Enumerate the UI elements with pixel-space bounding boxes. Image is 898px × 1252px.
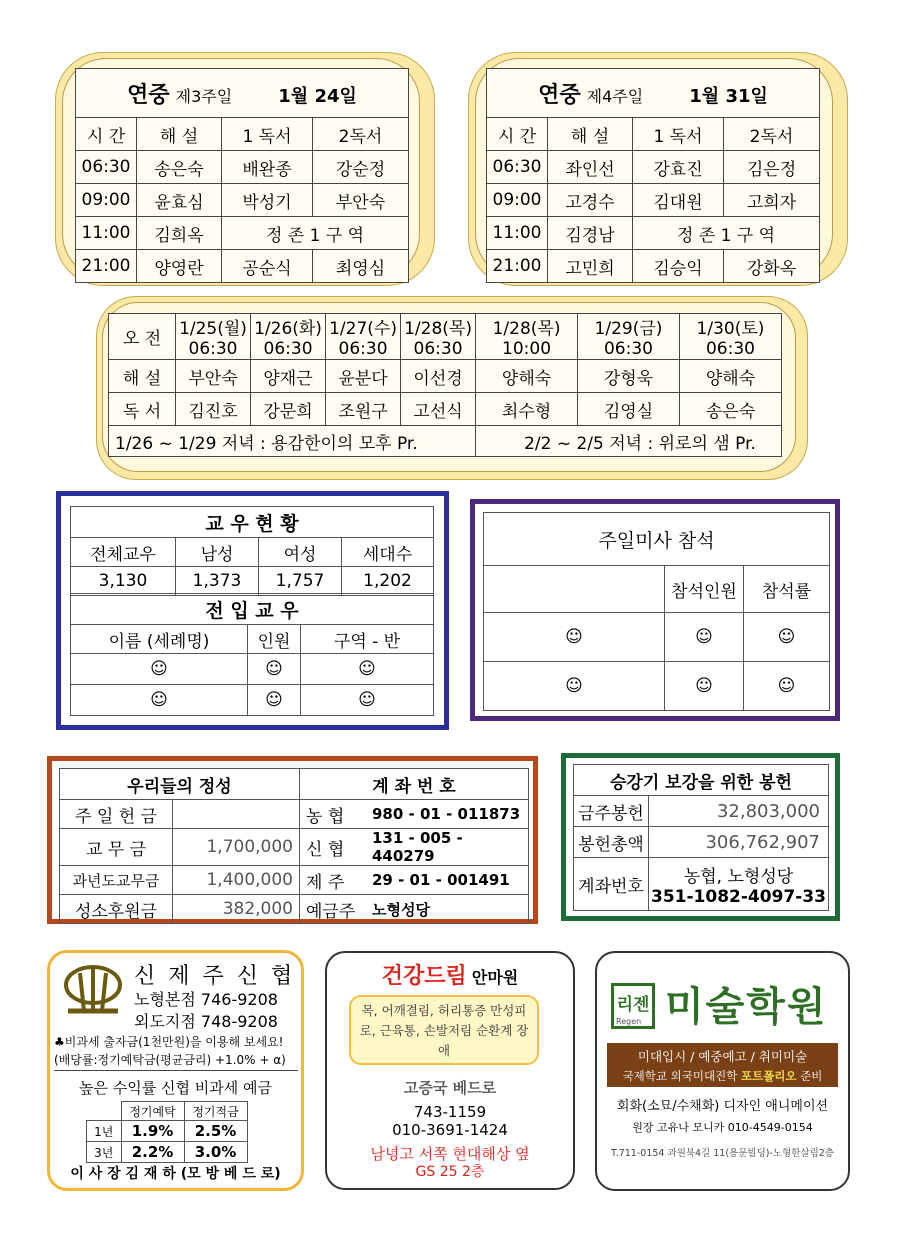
cell: 좌인선 [548, 151, 633, 184]
parish-title: 교 우 현 황 [71, 507, 434, 538]
art-logo-en: Regen [616, 1017, 642, 1026]
bank-name: 예금주 [300, 895, 373, 924]
offering-amount: 1,700,000 [173, 829, 300, 866]
rate-value: 3.0% [184, 1142, 247, 1163]
weekday-date-cell [176, 314, 251, 360]
offering-label: 교 무 금 [60, 829, 173, 866]
weekday-commentary: 양해숙 [476, 360, 578, 393]
table-row [574, 827, 829, 858]
offering-title: 우리들의 정성 [60, 769, 300, 800]
newcomer-table [70, 593, 434, 716]
art-band1: 미대입시 / 예중예고 / 취미미술 [637, 1049, 808, 1064]
table-row [76, 151, 409, 184]
massage-brand-sub: 안마원 [471, 968, 519, 987]
weekday-reading: 송은숙 [679, 393, 781, 426]
weekday-time: 06:30 [338, 339, 388, 359]
cell: 최영심 [313, 250, 409, 283]
elevator-table [573, 764, 829, 911]
smile-icon: ☺ [301, 654, 434, 685]
smile-icon: ☺ [484, 662, 665, 711]
cell: 06:30 [76, 151, 137, 184]
cell: 정 존 1 구 역 [222, 217, 409, 250]
weekday-commentary: 강형욱 [578, 360, 680, 393]
parish-col-male: 남성 [176, 538, 259, 567]
smile-icon: ☺ [301, 685, 434, 716]
account-number: 노형성당 [372, 895, 529, 924]
parish-col-households: 세대수 [342, 538, 434, 567]
weekday-reading: 김영실 [578, 393, 680, 426]
newcomer-title: 전 입 교 우 [71, 594, 434, 625]
weekday-reading: 김진호 [176, 393, 251, 426]
weekday-date-cell [679, 314, 781, 360]
cell: 09:00 [487, 184, 548, 217]
smile-icon: ☺ [744, 662, 830, 711]
account-number: 980 - 01 - 011873 [372, 800, 529, 829]
row-label-commentary: 해 설 [109, 360, 176, 393]
cell: 정 존 1 구 역 [633, 217, 820, 250]
weekday-time: 06:30 [188, 339, 238, 359]
row-label-morning: 오 전 [109, 314, 176, 360]
cell: 강화옥 [724, 250, 820, 283]
credit-union-ad [47, 950, 304, 1191]
rate-value: 1.9% [121, 1121, 184, 1142]
rate-term: 1년 [87, 1121, 122, 1142]
table-row [487, 217, 820, 250]
rate-value: 2.5% [184, 1121, 247, 1142]
cell: 고민희 [548, 250, 633, 283]
newcomer-col-name: 이름 (세례명) [71, 625, 248, 654]
smile-icon: ☺ [484, 613, 665, 662]
credit-union-line2: (배당률:정기예탁금(평균금리) +1.0% + α) [54, 1053, 286, 1067]
rate-term: 3년 [87, 1142, 122, 1163]
elevator-value: 306,762,907 [649, 827, 829, 858]
table-row [71, 654, 434, 685]
smile-icon: ☺ [665, 613, 744, 662]
week3-schedule [75, 68, 409, 283]
weekday-commentary: 이선경 [401, 360, 476, 393]
mass-col-blank [484, 566, 665, 613]
weekday-reading: 조원구 [326, 393, 401, 426]
parish-col-total: 전체교우 [71, 538, 176, 567]
weekday-reading: 최수형 [476, 393, 578, 426]
offering-amount: 1,400,000 [173, 866, 300, 895]
art-line1: 회화(소묘/수채화) 디자인 애니메이션 [616, 1099, 829, 1114]
newcomer-col-count: 인원 [248, 625, 301, 654]
cell: 11:00 [487, 217, 548, 250]
rate-col1: 정기예탁 [121, 1102, 184, 1121]
cell: 송은숙 [137, 151, 222, 184]
smile-icon: ☺ [71, 685, 248, 716]
table-row [487, 151, 820, 184]
smile-icon: ☺ [248, 654, 301, 685]
parish-male: 1,373 [176, 567, 259, 596]
massage-owner: 고증국 베드로 [403, 1079, 497, 1097]
elevator-account-label: 계좌번호 [574, 858, 649, 911]
weekday-time: 06:30 [263, 339, 313, 359]
smile-icon: ☺ [248, 685, 301, 716]
table-row [487, 184, 820, 217]
account-number: 131 - 005 - 440279 [372, 829, 529, 866]
table-row [574, 796, 829, 827]
weekday-date: 1/25(월) [179, 319, 247, 339]
art-band2-c: 준비 [800, 1069, 823, 1083]
massage-desc: 목, 어깨결림, 허리통증 만성피로, 근육통, 손발저림 순환계 장애 [349, 995, 539, 1065]
cell: 박성기 [222, 184, 313, 217]
cell: 21:00 [76, 250, 137, 283]
cell: 09:00 [76, 184, 137, 217]
massage-loc1: 남녕고 서쪽 현대해상 옆 [370, 1145, 530, 1163]
rate-value: 2.2% [121, 1142, 184, 1163]
weekday-note-2: 2/2 ~ 2/5 저녁 : 위로의 샘 Pr. [476, 426, 782, 457]
week3-header [76, 69, 409, 118]
credit-union-chairman: 이 사 장 김 재 하 (모 방 베 드 로) [70, 1166, 281, 1182]
cell: 양영란 [137, 250, 222, 283]
table-row [87, 1121, 248, 1142]
col-time: 시 간 [76, 118, 137, 151]
massage-phone1: 743-1159 [413, 1103, 487, 1121]
offering-label: 주 일 헌 금 [60, 800, 173, 829]
weekday-date-cell [251, 314, 326, 360]
mass-col-rate: 참석률 [744, 566, 830, 613]
col-commentary: 해 설 [548, 118, 633, 151]
account-number: 29 - 01 - 001491 [372, 866, 529, 895]
mass-table [483, 512, 830, 711]
table-row [76, 217, 409, 250]
cell: 윤효심 [137, 184, 222, 217]
credit-union-line1: ♣비과세 출자금(1천만원)을 이용해 보세요! [54, 1035, 284, 1049]
massage-loc2: GS 25 2층 [415, 1164, 485, 1180]
table-row [60, 800, 529, 829]
table-row [60, 866, 529, 895]
cell: 21:00 [487, 250, 548, 283]
parish-total: 3,130 [71, 567, 176, 596]
parish-table [70, 506, 434, 596]
offering-table [59, 768, 529, 924]
weekday-date: 1/26(화) [254, 319, 322, 339]
cell: 강순정 [313, 151, 409, 184]
weekday-date: 1/30(토) [696, 319, 765, 339]
col-commentary: 해 설 [137, 118, 222, 151]
table-row [76, 184, 409, 217]
credit-union-line3: 높은 수익률 신협 비과세 예금 [79, 1079, 272, 1097]
bank-name: 신 협 [300, 829, 373, 866]
table-row [60, 829, 529, 866]
weekday-time: 06:30 [603, 339, 653, 359]
table-row [60, 895, 529, 924]
week4-sub: 제4주일 [586, 86, 644, 106]
offering-label: 성소후원금 [60, 895, 173, 924]
col-reading1: 1 독서 [222, 118, 313, 151]
col-reading2: 2독서 [724, 118, 820, 151]
weekday-date-cell [326, 314, 401, 360]
week3-title: 연중 [127, 82, 170, 108]
col-reading2: 2독서 [313, 118, 409, 151]
elevator-value: 32,803,000 [649, 796, 829, 827]
table-row [71, 685, 434, 716]
bank-name: 제 주 [300, 866, 373, 895]
weekday-date: 1/27(수) [329, 319, 397, 339]
credit-union-branch1: 노형본점 746-9208 [134, 990, 278, 1009]
col-reading1: 1 독서 [633, 118, 724, 151]
smile-icon: ☺ [665, 662, 744, 711]
art-name: 미술학원 [665, 984, 828, 1030]
cell: 김승익 [633, 250, 724, 283]
elevator-label: 금주봉헌 [574, 796, 649, 827]
weekday-date-cell [476, 314, 578, 360]
week4-schedule [486, 68, 820, 283]
cell: 김은정 [724, 151, 820, 184]
art-line2: 원장 고유나 모니카 010-4549-0154 [632, 1121, 813, 1134]
mass-col-count: 참석인원 [665, 566, 744, 613]
weekday-date: 1/28(목) [404, 319, 472, 339]
bank-name: 농 협 [300, 800, 373, 829]
weekday-commentary: 양재근 [251, 360, 326, 393]
weekday-commentary: 양해숙 [679, 360, 781, 393]
credit-union-logo-icon [62, 965, 124, 1019]
art-academy-ad [595, 951, 850, 1191]
credit-union-name: 신 제 주 신 협 [134, 964, 296, 989]
week4-title: 연중 [538, 82, 581, 108]
smile-icon: ☺ [71, 654, 248, 685]
parish-col-female: 여성 [259, 538, 342, 567]
smile-icon: ☺ [744, 613, 830, 662]
cell: 06:30 [487, 151, 548, 184]
elevator-label: 봉헌총액 [574, 827, 649, 858]
week3-sub: 제3주일 [175, 86, 233, 106]
art-logo [611, 983, 655, 1029]
elevator-account-bank: 농협, 노형성당 [683, 866, 794, 887]
cell: 고희자 [724, 184, 820, 217]
offering-amount [173, 800, 300, 829]
weekday-time: 06:30 [413, 339, 463, 359]
table-row [76, 250, 409, 283]
parish-households: 1,202 [342, 567, 434, 596]
weekday-date-cell [578, 314, 680, 360]
row-label-reading: 독 서 [109, 393, 176, 426]
weekday-commentary: 부안숙 [176, 360, 251, 393]
weekday-date-cell [401, 314, 476, 360]
rate-col2: 정기적금 [184, 1102, 247, 1121]
art-band2 [607, 1068, 838, 1084]
weekday-schedule [108, 313, 782, 457]
cell: 배완종 [222, 151, 313, 184]
weekday-commentary: 윤분다 [326, 360, 401, 393]
cell: 고경수 [548, 184, 633, 217]
art-line3: T.711-0154 과원북4길 11(용문빌딩)-노형한살림2층 [611, 1148, 834, 1159]
table-row [484, 613, 830, 662]
weekday-time: 10:00 [502, 339, 552, 359]
newcomer-col-area: 구역 - 반 [301, 625, 434, 654]
parish-female: 1,757 [259, 567, 342, 596]
massage-brand: 건강드림 [381, 964, 467, 989]
art-band [607, 1043, 838, 1087]
account-title: 계 좌 번 호 [300, 769, 529, 800]
weekday-date: 1/28(목) [492, 319, 561, 339]
weekday-date: 1/29(금) [594, 319, 663, 339]
cell: 김대원 [633, 184, 724, 217]
art-band2-a: 국제학교 외국미대진학 [622, 1069, 738, 1083]
cell: 김경남 [548, 217, 633, 250]
offering-amount: 382,000 [173, 895, 300, 924]
table-row [487, 250, 820, 283]
col-time: 시 간 [487, 118, 548, 151]
table-row [87, 1142, 248, 1163]
elevator-title: 승강기 보강을 위한 봉헌 [574, 765, 829, 796]
massage-ad [325, 951, 575, 1190]
weekday-reading: 강문희 [251, 393, 326, 426]
weekday-reading: 고선식 [401, 393, 476, 426]
cell: 부안숙 [313, 184, 409, 217]
week4-header [487, 69, 820, 118]
cell: 공순식 [222, 250, 313, 283]
weekday-time: 06:30 [705, 339, 755, 359]
weekday-note-1: 1/26 ~ 1/29 저녁 : 용감한이의 모후 Pr. [109, 426, 476, 457]
elevator-account-number: 351-1082-4097-33 [651, 886, 826, 907]
elevator-account [649, 858, 829, 911]
credit-union-rates [86, 1101, 248, 1163]
cell: 11:00 [76, 217, 137, 250]
mass-title: 주일미사 참석 [484, 513, 830, 566]
offering-label: 과년도교무금 [60, 866, 173, 895]
art-band2-b: 포트폴리오 [740, 1069, 797, 1083]
massage-phone2: 010-3691-1424 [392, 1121, 508, 1139]
week3-date: 1월 24일 [278, 85, 357, 107]
art-logo-text: 리젠 [616, 995, 650, 1015]
cell: 김희옥 [137, 217, 222, 250]
credit-union-branch2: 외도지점 748-9208 [134, 1012, 278, 1031]
week4-date: 1월 31일 [689, 85, 768, 107]
table-row [484, 662, 830, 711]
cell: 강효진 [633, 151, 724, 184]
